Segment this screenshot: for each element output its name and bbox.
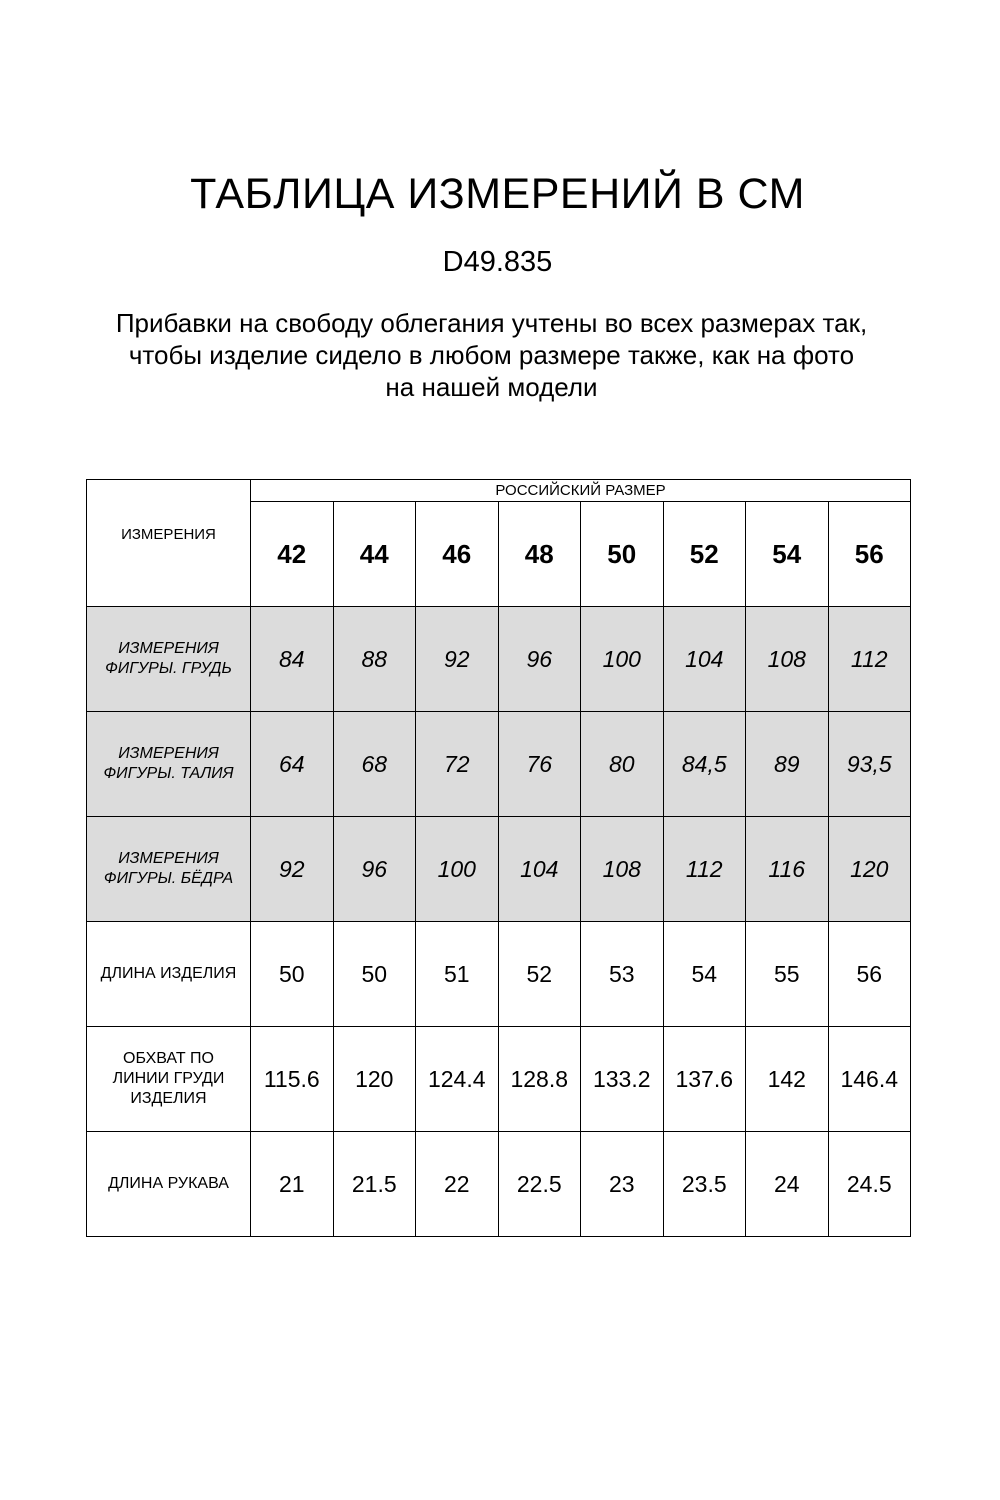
fit-note (0, 307, 983, 403)
table-cell: 24.5 (828, 1132, 911, 1237)
table-cell: 92 (251, 817, 334, 922)
fit-note-line: на нашей модели (385, 372, 598, 402)
table-row (87, 922, 911, 1027)
size-header-cell: 42 (251, 502, 334, 607)
table-cell: 128.8 (498, 1027, 581, 1132)
size-header-cell: 48 (498, 502, 581, 607)
table-cell: 96 (498, 607, 581, 712)
table-row (87, 1027, 911, 1132)
row-label (87, 1027, 251, 1132)
table-cell: 115.6 (251, 1027, 334, 1132)
table-cell: 72 (416, 712, 499, 817)
table-cell: 76 (498, 712, 581, 817)
row-label (87, 607, 251, 712)
table-cell: 124.4 (416, 1027, 499, 1132)
table-cell: 23.5 (663, 1132, 746, 1237)
size-group-header: РОССИЙСКИЙ РАЗМЕР (251, 480, 911, 502)
table-cell: 92 (416, 607, 499, 712)
row-label-line: ДЛИНА РУКАВА (108, 1175, 229, 1192)
table-cell: 55 (746, 922, 829, 1027)
table-cell: 52 (498, 922, 581, 1027)
table-cell: 88 (333, 607, 416, 712)
table-cell: 93,5 (828, 712, 911, 817)
table-cell: 112 (663, 817, 746, 922)
table-row (87, 817, 911, 922)
size-header-cell: 56 (828, 502, 911, 607)
table-cell: 23 (581, 1132, 664, 1237)
row-label-line: ФИГУРЫ. БЁДРА (103, 870, 234, 887)
row-label-line: ИЗДЕЛИЯ (130, 1090, 207, 1107)
corner-label: ИЗМЕРЕНИЯ (87, 480, 251, 607)
fit-note-line: чтобы изделие сидело в любом размере также, как на фото (128, 340, 855, 370)
table-cell: 64 (251, 712, 334, 817)
size-header-cell: 44 (333, 502, 416, 607)
size-table (86, 479, 911, 1237)
row-label-line: ФИГУРЫ. ТАЛИЯ (103, 765, 234, 782)
table-cell: 53 (581, 922, 664, 1027)
table-cell: 56 (828, 922, 911, 1027)
table-cell: 104 (498, 817, 581, 922)
table-row (87, 607, 911, 712)
table-cell: 116 (746, 817, 829, 922)
table-cell: 89 (746, 712, 829, 817)
table-cell: 100 (581, 607, 664, 712)
page-title: ТАБЛИЦА ИЗМЕРЕНИЙ В СМ (190, 170, 805, 218)
table-cell: 100 (416, 817, 499, 922)
table-cell: 84 (251, 607, 334, 712)
table-row (87, 1132, 911, 1237)
table-cell: 22 (416, 1132, 499, 1237)
size-header-cell: 54 (746, 502, 829, 607)
table-cell: 50 (333, 922, 416, 1027)
table-cell: 68 (333, 712, 416, 817)
row-label-line: ИЗМЕРЕНИЯ (118, 640, 219, 657)
row-label-line: ЛИНИИ ГРУДИ (112, 1070, 225, 1087)
row-label-line: ИЗМЕРЕНИЯ (118, 745, 219, 762)
table-cell: 84,5 (663, 712, 746, 817)
table-cell: 108 (581, 817, 664, 922)
size-header-cell: 52 (663, 502, 746, 607)
table-cell: 146.4 (828, 1027, 911, 1132)
row-label (87, 922, 251, 1027)
table-cell: 54 (663, 922, 746, 1027)
table-cell: 120 (333, 1027, 416, 1132)
product-code: D49.835 (442, 246, 553, 278)
table-header-row (87, 480, 911, 502)
size-header-cell: 50 (581, 502, 664, 607)
table-cell: 96 (333, 817, 416, 922)
row-label-line: ОБХВАТ ПО (123, 1050, 214, 1067)
row-label (87, 1132, 251, 1237)
row-label (87, 817, 251, 922)
table-cell: 137.6 (663, 1027, 746, 1132)
table-cell: 120 (828, 817, 911, 922)
table-cell: 50 (251, 922, 334, 1027)
table-row (87, 712, 911, 817)
table-cell: 51 (416, 922, 499, 1027)
row-label-line: ДЛИНА ИЗДЕЛИЯ (100, 965, 237, 982)
table-cell: 22.5 (498, 1132, 581, 1237)
row-label-line: ИЗМЕРЕНИЯ (118, 850, 219, 867)
table-cell: 21 (251, 1132, 334, 1237)
table-cell: 133.2 (581, 1027, 664, 1132)
table-cell: 104 (663, 607, 746, 712)
size-header-cell: 46 (416, 502, 499, 607)
table-cell: 108 (746, 607, 829, 712)
table-cell: 24 (746, 1132, 829, 1237)
row-label (87, 712, 251, 817)
table-cell: 142 (746, 1027, 829, 1132)
fit-note-line: Прибавки на свободу облегания учтены во всех размерах так, (115, 308, 868, 338)
table-cell: 21.5 (333, 1132, 416, 1237)
row-label-line: ФИГУРЫ. ГРУДЬ (105, 660, 232, 677)
table-cell: 112 (828, 607, 911, 712)
table-cell: 80 (581, 712, 664, 817)
